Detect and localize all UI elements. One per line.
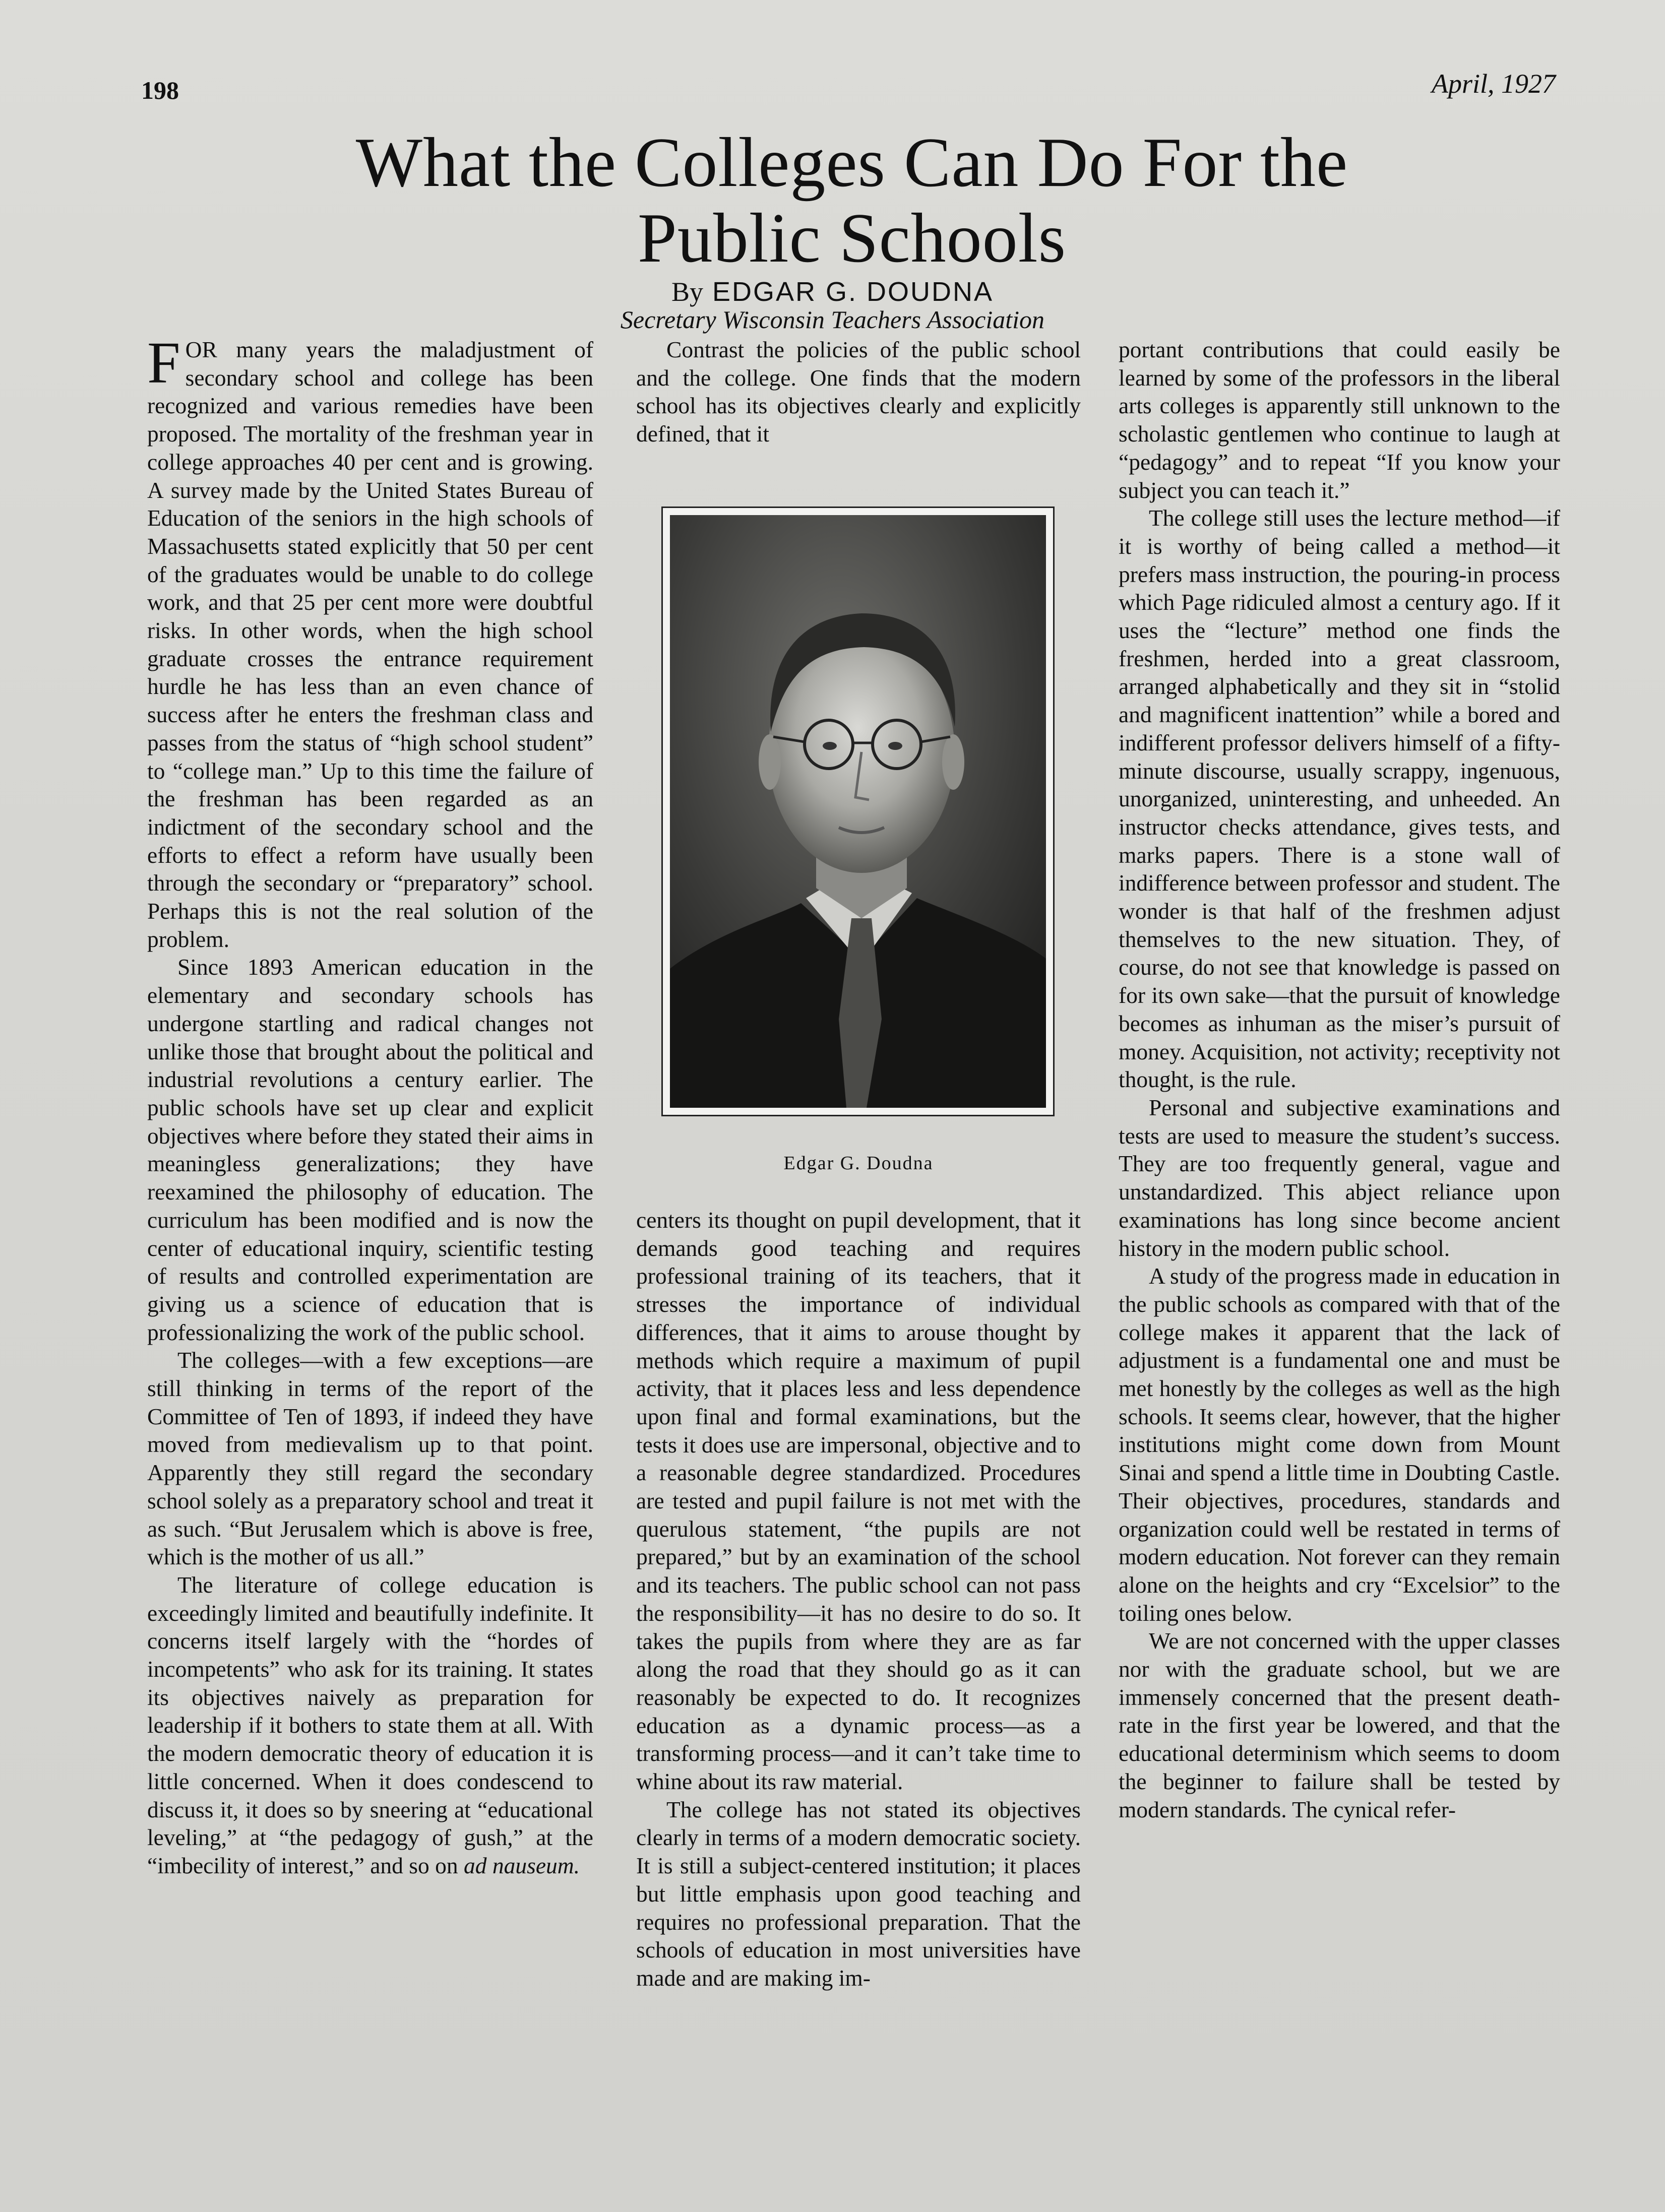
paragraph-7: The college has not stated its objectives clearly in terms of a modern democratic society. It is still a subject-centered institution; it places but little emphasis upon good teaching and requires no professional preparation. That the schools of education in most universities have made and are making im- bbox=[636, 1796, 1081, 1991]
column-3 bbox=[1119, 336, 1560, 1823]
author-name: EDGAR G. DOUDNA bbox=[712, 277, 994, 307]
byline-by: By bbox=[671, 277, 703, 307]
paragraph-8: portant contributions that could easily be learned by some of the professors in the liberal arts colleges is apparently still unknown to the scholastic gentlemen who continue to laugh at “pedagogy” and to repeat “If you know your subject you can teach it.” bbox=[1119, 337, 1560, 503]
drop-cap: F bbox=[147, 330, 180, 396]
paragraph-10: Personal and subjective examinations and tests are used to measure the student’s success. They are too frequently general, vague and unstandardized. This abject reliance upon examinations has long since become ancient history in the modern public school. bbox=[1119, 1094, 1560, 1261]
paragraph-2: Since 1893 American education in the elementary and secondary schools has undergone startling and radical changes not unlike those that brought about the political and industrial revolutions a century earlier. The public schools have set up clear and explicit objectives where before they stated their aims in meaningless generalizations; they have reexamined the philosophy of education. The curriculum has been modified and is now the center of educational inquiry, scientific testing of results and controlled experimentation are giving us a science of education that is professionalizing the work of the public school. bbox=[147, 954, 593, 1345]
paragraph-9: The college still uses the lecture method—if it is worthy of being called a method—it prefers mass instruction, the pouring-in process which Page ridiculed almost a century ago. If it uses the “lecture” method one finds the freshmen, herded into a great classroom, arranged alphabetically and they sit in “stolid and magnificent inattention” while a bored and indifferent professor delivers himself of a fifty-minute discourse, usually scrappy, ingenuous, unorganized, uninteresting, and unheeded. An instructor checks attendance, gives tests, and marks papers. There is a stone wall of indifference between professor and student. The wonder is that half of the freshmen adjust themselves to the new situation. They, of course, do not see that knowledge is passed on for its own sake—that the pursuit of knowledge becomes as inhuman as the miser’s pursuit of money. Acquisition, not activity; receptivity not thought, is the rule. bbox=[1119, 505, 1560, 1093]
paragraph-4-text: The literature of college education is exceedingly limited and beautifully indefinite. It concerns itself largely with the “hordes of incompetents” who ask for its training. It states its objectives naively as preparation for leadership if it bothers to state them at all. With the modern democratic theory of education it is little concerned. When it does condescend to discuss it, it does so by sneering at “educational leveling,” at “the pedagogy of gush,” at the “imbecility of interest,” and so on bbox=[147, 1571, 593, 1878]
title-line-2: Public Schools bbox=[637, 199, 1067, 277]
title-line-1: What the Colleges Can Do For the bbox=[355, 123, 1348, 202]
column-2-top bbox=[636, 336, 1081, 448]
portrait-image bbox=[670, 515, 1046, 1108]
paragraph-11: A study of the progress made in education in the public schools as compared with that of the college makes it apparent that the lack of adjustment is a fundamental one and must be met honestly by the colleges as well as the high schools. It seems clear, however, that the higher institutions might come down from Mount Sinai and spend a little time in Doubting Castle. Their objectives, procedures, standards and organization could well be restated in terms of modern education. Not forever can they remain alone on the heights and cry “Excelsior” to the toiling ones below. bbox=[1119, 1263, 1560, 1626]
paragraph-6: centers its thought on pupil development, that it demands good teaching and requires professional training of its teachers, that it stresses the importance of individual differences, that it aims to arouse thought by methods which require a maximum of pupil activity, that it places less and less dependence upon final and formal examinations, but the tests it does use are impersonal, objective and to a reasonable degree standardized. Procedures are tested and pupil failure is not met with the querulous statement, “the pupils are not prepared,” but by an examination of the school and its teachers. The public school can not pass the responsibility—it has no desire to do so. It takes the pupils from where they are as far along the road that they should go as it can reasonably be expected to do. It recognizes education as a dynamic process—as a transforming process—and it can’t take time to whine about its raw material. bbox=[636, 1207, 1081, 1795]
article-title bbox=[141, 125, 1563, 276]
paragraph-1 bbox=[147, 330, 593, 953]
byline bbox=[0, 276, 1665, 307]
paragraph-3: The colleges—with a few exceptions—are still thinking in terms of the report of the Committee of Ten of 1893, if indeed they have moved from medievalism up to that point. Apparently they still regard the secondary school solely as a preparatory school and treat it as such. “But Jerusalem which is above is free, which is the mother of us all.” bbox=[147, 1347, 593, 1570]
author-photo bbox=[661, 507, 1055, 1116]
paragraph-1-text: OR many years the maladjustment of secondary school and college has been recognized and various remedies have been proposed. The mortality of the freshman year in college approaches 40 per cent and is growing. A survey made by the United States Bureau of Education of the seniors in the high schools of Massachusetts stated explicitly that 50 per cent of the graduates would be unable to do college work, and that 25 per cent more were doubtful risks. In other words, when the high school graduate crosses the entrance requirement hurdle he has less than an even chance of success after he enters the freshman class and passes from the status of “high school student” to “college man.” Up to this time the failure of the freshman has been regarded as an indictment of the secondary school and the efforts to effect a reform have usually been through the secondary or “preparatory” school. Perhaps this is not the real solution of the problem. bbox=[147, 337, 593, 952]
paragraph-4 bbox=[147, 1571, 593, 1880]
ad-nauseum: ad nauseum. bbox=[463, 1852, 580, 1878]
column-2-bottom bbox=[636, 1206, 1081, 1992]
author-affiliation: Secretary Wisconsin Teachers Association bbox=[620, 305, 1045, 334]
column-1 bbox=[147, 330, 593, 1880]
paragraph-12: We are not concerned with the upper classes nor with the graduate school, but we are immensely concerned that the present death-rate in the first year be lowered, and that the educational determinism which seems to doom the beginner to failure shall be tested by modern standards. The cynical refer- bbox=[1119, 1628, 1560, 1822]
page-number: 198 bbox=[141, 76, 179, 104]
photo-caption: Edgar G. Doudna bbox=[783, 1153, 934, 1174]
issue-date: April, 1927 bbox=[1431, 69, 1556, 99]
paragraph-5: Contrast the policies of the public school and the college. One finds that the modern school has its objectives clearly and explicitly defined, that it bbox=[636, 337, 1081, 447]
